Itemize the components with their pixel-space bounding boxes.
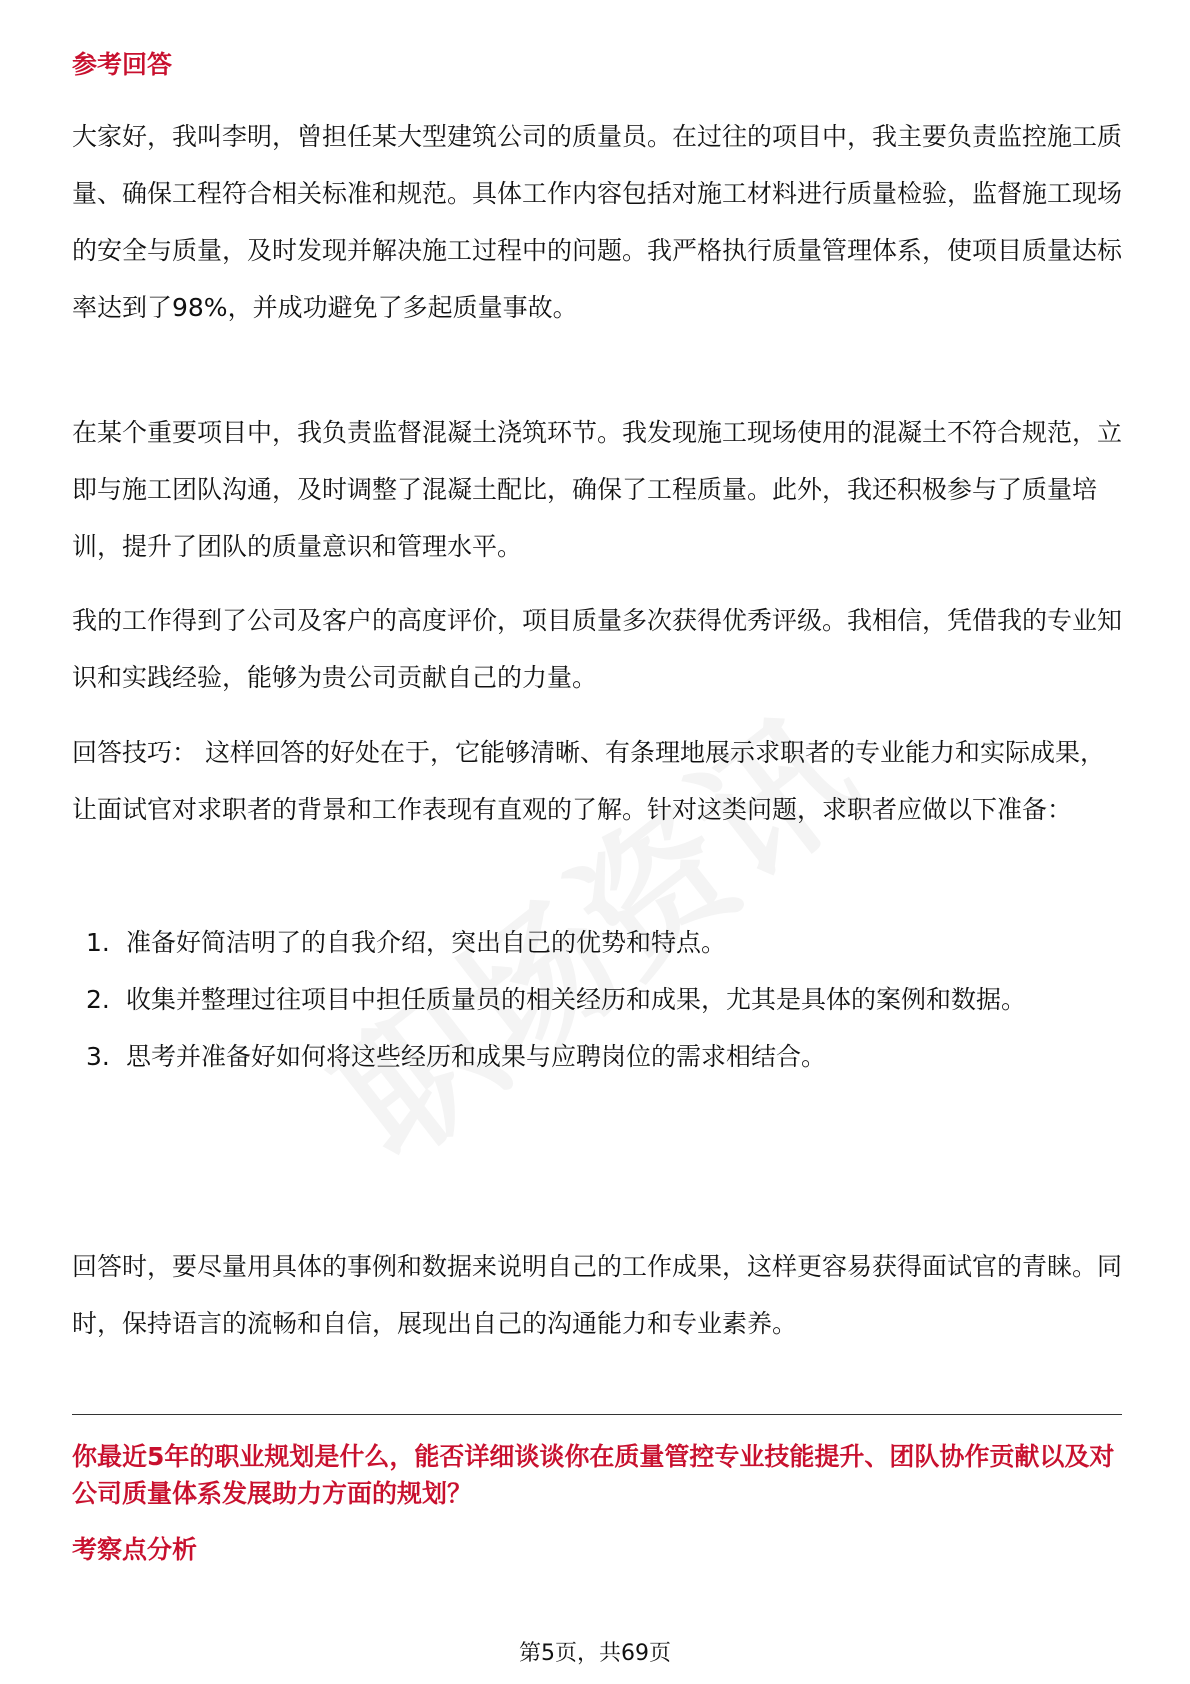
paragraph-intro: 大家好，我叫李明，曾担任某大型建筑公司的质量员。在过往的项目中，我主要负责监控施工质量、确保工程符合相关标准和规范。具体工作内容包括对施工材料进行质量检验，监督施工现场的安全与质量，及时发现并解决施工过程中的问题。我严格执行质量管理体系，使项目质量达标率达到了98%，并成功避免了多起质量事故。 [72,122,1123,322]
paragraph-project: 在某个重要项目中，我负责监督混凝土浇筑环节。我发现施工现场使用的混凝土不符合规范，立即与施工团队沟通，及时调整了混凝土配比，确保了工程质量。此外，我还积极参与了质量培训，提升了团队的质量意识和管理水平。 [72,418,1123,561]
list-item-text: 准备好简洁明了的自我介绍，突出自己的优势和特点。 [126,928,727,957]
analysis-heading: 考察点分析 [72,1535,198,1564]
next-question: 你最近5年的职业规划是什么，能否详细谈谈你在质量管控专业技能提升、团队协作贡献以及对公司质量体系发展助力方面的规划？ [72,1442,1115,1508]
list-number: 3. [86,1042,110,1071]
list-number: 1. [86,928,110,957]
list-number: 2. [86,985,110,1014]
list-item-text: 思考并准备好如何将这些经历和成果与应聘岗位的需求相结合。 [126,1042,827,1071]
section-divider [72,1414,1122,1415]
paragraph-tips: 回答技巧： 这样回答的好处在于，它能够清晰、有条理地展示求职者的专业能力和实际成果，让面试官对求职者的背景和工作表现有直观的了解。针对这类问题，求职者应做以下准备： [72,738,1105,824]
list-item [72,971,1122,1028]
list-item [72,1028,1122,1085]
paragraph-evaluation: 我的工作得到了公司及客户的高度评价，项目质量多次获得优秀评级。我相信，凭借我的专业知识和实践经验，能够为贵公司贡献自己的力量。 [72,606,1123,692]
list-item-text: 收集并整理过往项目中担任质量员的相关经历和成果，尤其是具体的案例和数据。 [126,985,1027,1014]
preparation-list [72,914,1122,1085]
list-item [72,914,1122,971]
page-footer: 第5页，共69页 [519,1641,671,1666]
paragraph-closing: 回答时，要尽量用具体的事例和数据来说明自己的工作成果，这样更容易获得面试官的青睐。同时，保持语言的流畅和自信，展现出自己的沟通能力和专业素养。 [72,1252,1123,1338]
answer-heading: 参考回答 [72,50,173,79]
